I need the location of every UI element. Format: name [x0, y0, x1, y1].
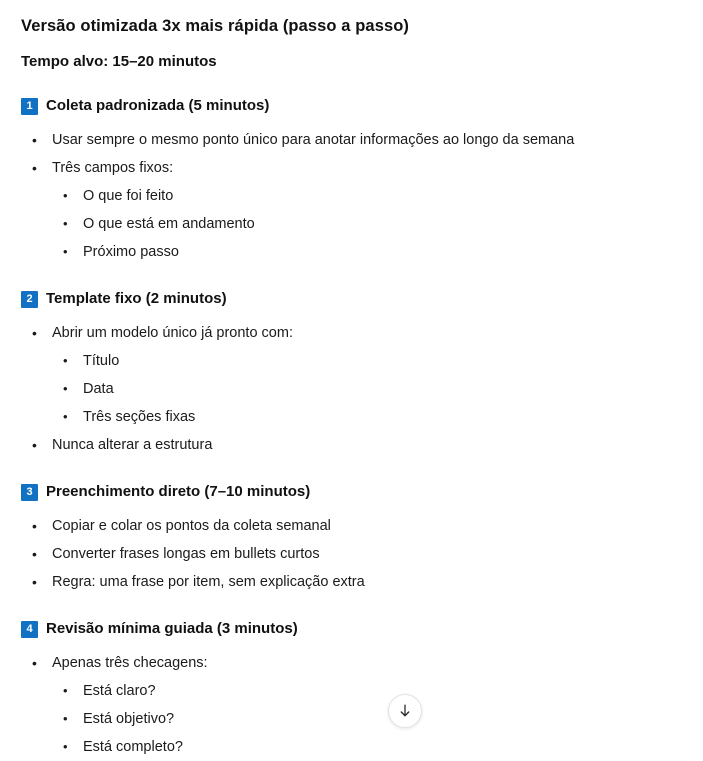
bullet-list	[21, 649, 681, 761]
list-item	[21, 677, 681, 705]
bullet-list	[21, 126, 681, 266]
step-number-badge: 1	[21, 98, 38, 115]
arrow-down-icon	[397, 703, 413, 719]
document-subtitle: Tempo alvo: 15–20 minutos	[21, 53, 217, 70]
list-item-text: O que foi feito	[83, 188, 174, 204]
bullet-icon	[32, 649, 37, 677]
section-heading	[21, 482, 681, 502]
bullet-list	[21, 319, 681, 459]
step-number-badge: 3	[21, 484, 38, 501]
step-number-badge: 4	[21, 621, 38, 638]
section-heading	[21, 619, 681, 639]
list-item	[21, 512, 681, 540]
list-item	[21, 375, 681, 403]
list-item-text: Próximo passo	[83, 244, 179, 260]
bullet-icon	[32, 512, 37, 540]
list-item-text: Copiar e colar os pontos da coleta semanal	[52, 518, 331, 534]
section-3	[21, 482, 681, 596]
list-item	[21, 705, 681, 733]
section-heading	[21, 96, 681, 116]
bullet-icon	[32, 126, 37, 154]
bullet-icon	[32, 154, 37, 182]
sub-bullet-icon	[63, 705, 68, 733]
sub-bullet-icon	[63, 182, 68, 210]
list-item-text: Está objetivo?	[83, 711, 175, 727]
list-item-text: Regra: uma frase por item, sem explicação extra	[52, 574, 365, 590]
sub-bullet-icon	[63, 677, 68, 705]
section-2	[21, 289, 681, 459]
section-1	[21, 96, 681, 266]
list-item-text: O que está em andamento	[83, 216, 255, 232]
list-item-text: Três seções fixas	[83, 409, 196, 425]
list-item-text: Usar sempre o mesmo ponto único para anotar informações ao longo da semana	[52, 132, 575, 148]
list-item	[21, 568, 681, 596]
list-item	[21, 431, 681, 459]
section-4	[21, 619, 681, 761]
list-item-text: Abrir um modelo único já pronto com:	[52, 325, 293, 341]
section-title: Revisão mínima guiada (3 minutos)	[46, 620, 298, 637]
list-item-text: Apenas três checagens:	[52, 655, 208, 671]
sub-bullet-icon	[63, 375, 68, 403]
list-item	[21, 649, 681, 677]
list-item-text: Está completo?	[83, 739, 183, 755]
page-title: Versão otimizada 3x mais rápida (passo a passo)	[21, 17, 410, 35]
list-item-text: Converter frases longas em bullets curtos	[52, 546, 320, 562]
section-title: Preenchimento direto (7–10 minutos)	[46, 483, 311, 500]
list-item	[21, 733, 681, 761]
bullet-icon	[32, 540, 37, 568]
list-item	[21, 540, 681, 568]
list-item-text: Data	[83, 381, 114, 397]
list-item	[21, 154, 681, 182]
list-item	[21, 347, 681, 375]
scroll-down-button[interactable]	[388, 694, 422, 728]
list-item	[21, 210, 681, 238]
bullet-list	[21, 512, 681, 596]
list-item	[21, 403, 681, 431]
sub-bullet-icon	[63, 347, 68, 375]
list-item	[21, 126, 681, 154]
sub-bullet-icon	[63, 403, 68, 431]
bullet-icon	[32, 568, 37, 596]
bullet-icon	[32, 431, 37, 459]
list-item-text: Nunca alterar a estrutura	[52, 437, 213, 453]
list-item	[21, 319, 681, 347]
sub-bullet-icon	[63, 238, 68, 266]
section-title: Coleta padronizada (5 minutos)	[46, 97, 270, 114]
list-item-text: Título	[83, 353, 120, 369]
list-item-text: Está claro?	[83, 683, 156, 699]
list-item	[21, 238, 681, 266]
section-title: Template fixo (2 minutos)	[46, 290, 227, 307]
sub-bullet-icon	[63, 210, 68, 238]
list-item	[21, 182, 681, 210]
list-item-text: Três campos fixos:	[52, 160, 174, 176]
sub-bullet-icon	[63, 733, 68, 761]
section-heading	[21, 289, 681, 309]
step-number-badge: 2	[21, 291, 38, 308]
bullet-icon	[32, 319, 37, 347]
